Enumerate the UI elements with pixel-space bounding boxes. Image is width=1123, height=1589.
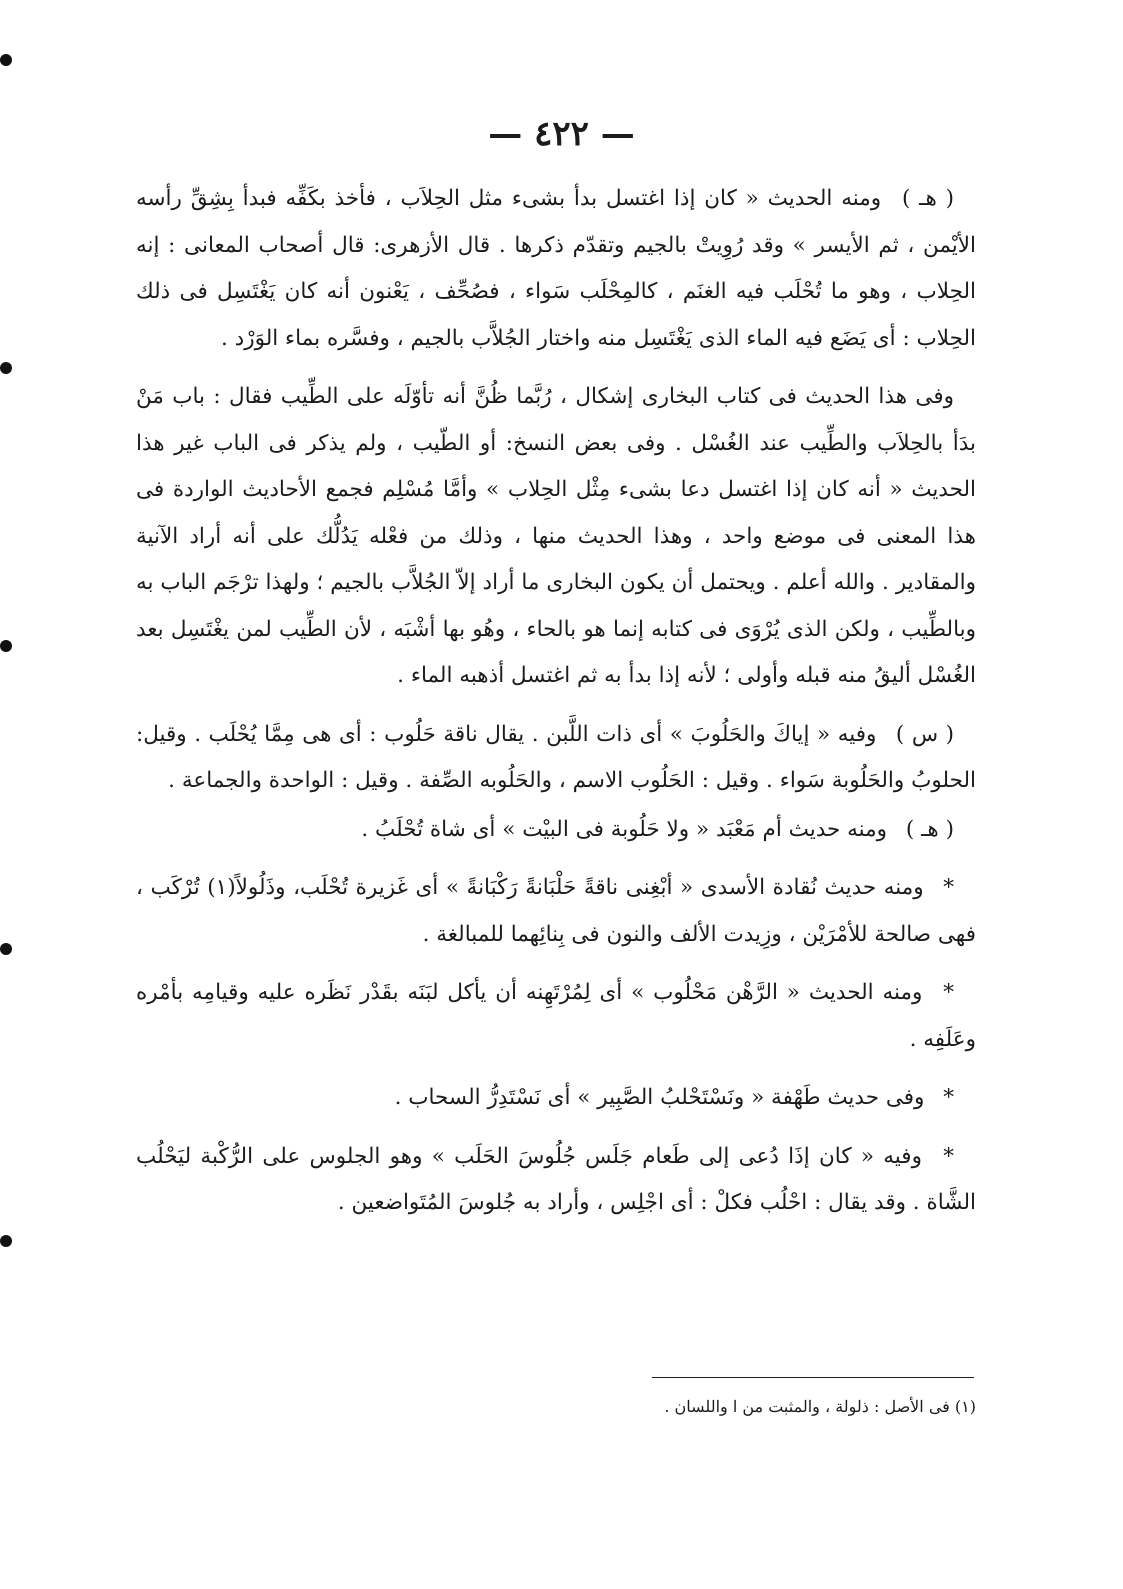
asterisk-marker: * <box>943 875 954 900</box>
paragraph-text: ومنه حديث أم مَعْبَد « ولا حَلُوبة فى البيْت » أى شاة تُحْلَبُ . <box>361 816 888 842</box>
footnote: (١) فى الأصل : ذلولة ، والمثبت من ا واللسان . <box>664 1397 976 1416</box>
paragraph-text: ومنه الحديث « الرَّهْن مَحْلُوب » أى لِمُرْتَهِنه أن يأكل لبَنَه بقَدْر نَظَره عليه وقيامِه بأمْره وعَلَفِه . <box>136 980 976 1052</box>
source-tag: ( س ) <box>895 721 954 747</box>
source-tag: ( هـ ) <box>901 186 954 211</box>
margin-mark <box>0 362 12 374</box>
asterisk-marker: * <box>943 1085 954 1110</box>
margin-mark <box>0 640 12 652</box>
paragraph <box>136 176 976 362</box>
source-tag: ( هـ ) <box>905 816 954 842</box>
paragraph <box>136 1134 976 1227</box>
paragraph <box>136 712 976 805</box>
paragraph-text: وفيه « كان إذَا دُعى إلى طَعام جَلَس جُلُوسَ الحَلَب » وهو الجلوس على الرُّكْبة ليَحْلُب الشَّاة . وقد يقال : احْلُب فكلْ : أى اجْلِس ، وأراد به جُلوسَ المُتَواضعين . <box>136 1143 976 1215</box>
paragraph <box>136 1075 976 1122</box>
paragraph-text: وفى هذا الحديث فى كتاب البخارى إشكال ، رُبَّما ظُنَّ أنه تأوّلَه على الطِّيب فقال : باب مَنْ بدَأ بالحِلاَب والطِّيب عند الغُسْل . وفى بعض النسخ: أو الطّيب ، ولم يذكر فى الباب غير هذا الحديث « أنه كان إذا اغتسل دعا بشىء مِثْل الحِلاب » وأمَّا مُسْلِم فجمع الأحاديث الواردة فى هذا المعنى فى موضع واحد ، وهذا الحديث منها ، وذلك من فعْله يَدُلُّك على أنه أراد الآنية والمقادير . والله أعلم . ويحتمل أن يكون البخارى ما أراد إلاّ الجُلاَّب بالجيم ؛ ولهذا ترْجَم الباب به وبالطِّيب ، ولكن الذى يُرْوَى فى كتابه إنما هو بالحاء ، وهُو بها أشْبَه ، لأن الطِّيب لمن يغْتَسِل بعد الغُسْل أليقُ منه قبله وأولى ؛ لأنه إذا بدأ به ثم اغتسل أذهبه الماء . <box>136 384 976 688</box>
paragraph-text: ومنه الحديث « كان إذا اغتسل بدأ بشىء مثل الحِلاَب ، فأخذ بكَفِّه فبدأ بِشِقِّ رأسه الأيْمن ، ثم الأيسر » وقد رُوِيتْ بالجيم وتقدّم ذكرها . قال الأزهرى: قال أصحاب المعانى : إنه الحِلاب ، وهو ما تُحْلَب فيه الغنَم ، كالمِحْلَب سَواء ، فصُحِّف ، يَعْنون أنه كان يَغْتَسِل فى ذلك الحِلاب : أى يَضَع فيه الماء الذى يَغْتَسِل منه واختار الجُلاَّب بالجيم ، وفسَّره بماء الوَرْد . <box>136 186 976 351</box>
page-body <box>136 176 976 1239</box>
paragraph-text: وفيه « إياكَ والحَلُوبَ » أى ذات اللَّبن . يقال ناقة حَلُوب : أى هى مِمَّا يُحْلَب . وقيل: الحلوبُ والحَلُوبة سَواء . وقيل : الحَلُوب الاسم ، والحَلُوبه الصِّفة . وقيل : الواحدة والجماعة . <box>136 721 976 793</box>
paragraph-text: وفى حديث طَهْفة « ونَسْتَحْلبُ الصَّبِير » أى نَسْتَدِرُّ السحاب . <box>394 1085 925 1110</box>
paragraph <box>136 807 976 854</box>
page-number: — ٤٢٢ — <box>488 114 635 154</box>
margin-mark <box>0 943 12 955</box>
paragraph <box>136 970 976 1063</box>
paragraph-text: ومنه حديث نُقادة الأسدى « أبْغِنى ناقةً حَلْبَانةً رَكْبَانةً » أى غَزيرة تُحْلَب، وذَلُولاً(١) تُرْكَب ، فهى صالحة للأمْرَيْن ، وزِيدت الألف والنون فى بِنائِهما للمبالغة . <box>136 875 976 947</box>
margin-mark <box>0 1235 12 1247</box>
asterisk-marker: * <box>943 980 954 1005</box>
paragraph <box>136 865 976 958</box>
footnote-divider <box>652 1377 974 1378</box>
asterisk-marker: * <box>943 1143 954 1169</box>
paragraph <box>136 374 976 700</box>
margin-mark <box>0 54 12 66</box>
